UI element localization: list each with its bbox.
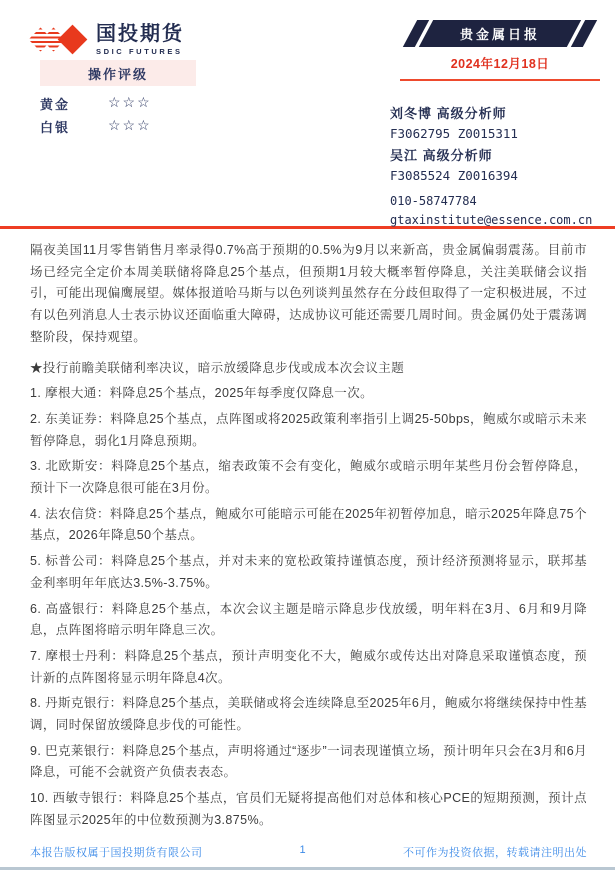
market-summary-paragraph: 隔夜美国11月零售销售月率录得0.7%高于预期的0.5%为9月以来新高，贵金属偏弱震荡。目前市场已经完全定价本周美联储将降息25个基点，但预期1月较大概率暂停降息，关注美联储会议指引，可能出现偏鹰展望。媒体报道哈马斯与以色列谈判虽然存在分歧但取得了一定积极进展，不过有以色列消息人士表示协议还面临重大障碍，达成协议可能还需要几周时间。贵金属仍处于震荡调整阶段，保持观望。	[30, 243, 587, 344]
company-logo	[30, 22, 184, 58]
contact-block	[390, 192, 605, 230]
bank-forecast-item: 4. 法农信贷：料降息25个基点，鲍威尔可能暗示可能在2025年初暂停加息，暗示2025年降息75个基点，2026年降息50个基点。	[30, 506, 587, 543]
analyst-ids: F3062795 Z0015311	[390, 126, 518, 141]
rating-row-gold	[40, 94, 240, 113]
rating-row-silver	[40, 117, 240, 136]
report-title-banner	[400, 20, 600, 47]
analyst-ids: F3085524 Z0016394	[390, 168, 518, 183]
brand-name-cn: 国投期货	[96, 23, 184, 45]
report-date-block	[400, 54, 600, 81]
bank-forecast-item: 6. 高盛银行：料降息25个基点，本次会议主题是暗示降息步伐放缓，明年料在3月、6月和9月降息，点阵图将暗示明年降息三次。	[30, 601, 587, 638]
analyst-name: 刘冬博 高级分析师	[390, 106, 507, 121]
rating-label: 白银	[40, 120, 71, 135]
analyst-name: 吴江 高级分析师	[390, 148, 493, 163]
bank-forecast-item: 2. 东美证券：料降息25个基点，点阵图或将2025政策利率指引上调25-50bps，鲍威尔或暗示未来暂停降息，弱化1月降息预期。	[30, 411, 587, 448]
bank-forecast-item: 3. 北欧斯安：料降息25个基点，缩表政策不会有变化，鲍威尔或暗示明年某些月份会暂停降息，预计下一次降息很可能在3月份。	[30, 459, 587, 496]
bank-forecast-item: 8. 丹斯克银行：料降息25个基点，美联储或将会连续降息至2025年6月，鲍威尔将继续保持中性基调，同时保留放缓降息步伐的可能性。	[30, 696, 587, 733]
logo-text	[96, 22, 184, 56]
solid-diamond-icon	[58, 25, 88, 55]
bank-forecast-item: 1. 摩根大通：料降息25个基点，2025年每季度仅降息一次。	[30, 386, 374, 401]
rating-label: 黄金	[40, 97, 71, 112]
star-rating: ☆☆☆	[108, 117, 152, 133]
analyst-block	[390, 104, 600, 188]
rating-header	[40, 60, 196, 86]
report-header	[0, 0, 615, 229]
star-rating: ☆☆☆	[108, 94, 152, 110]
page-number: 1	[299, 844, 307, 856]
bank-forecast-item: 9. 巴克莱银行：料降息25个基点，声明将通过“逐步”一词表现谨慎立场，预计明年只会在3月和6月降息，可能不会就资产负债表表态。	[30, 743, 587, 780]
logo-diamonds-icon	[30, 22, 88, 58]
bank-forecast-item: 7. 摩根士丹利：料降息25个基点，预计声明变化不大，鲍威尔或传达出对降息采取谨慎态度，预计新的点阵图将显示明年降息4次。	[30, 648, 587, 685]
contact-email[interactable]: gtaxinstitute@essence.com.cn	[390, 213, 593, 227]
section-title: ★投行前瞻美联储利率决议，暗示放缓降息步伐或成本次会议主题	[30, 360, 405, 375]
report-body	[30, 240, 587, 836]
copyright-text: 本报告版权属于国投期货有限公司	[30, 847, 203, 859]
disclaimer-text: 不可作为投资依据，转载请注明出处	[403, 847, 587, 859]
report-title: 贵金属日报	[459, 27, 540, 42]
brand-name-en: SDIC FUTURES	[96, 47, 183, 56]
contact-phone: 010-58747784	[390, 194, 477, 208]
bank-forecast-item: 10. 西敏寺银行：料降息25个基点，官员们无疑将提高他们对总体和核心PCE的短期预测，预计点阵图显示2025年的中位数预测为3.875%。	[30, 791, 587, 827]
bank-forecast-item: 5. 标普公司：料降息25个基点，并对未来的宽松政策持谨慎态度，预计经济预测将显示，联邦基金利率明年年底达3.5%-3.75%。	[30, 554, 587, 590]
report-date: 2024年12月18日	[450, 57, 550, 71]
report-footer	[0, 844, 615, 870]
rating-title: 操作评级	[87, 66, 148, 82]
